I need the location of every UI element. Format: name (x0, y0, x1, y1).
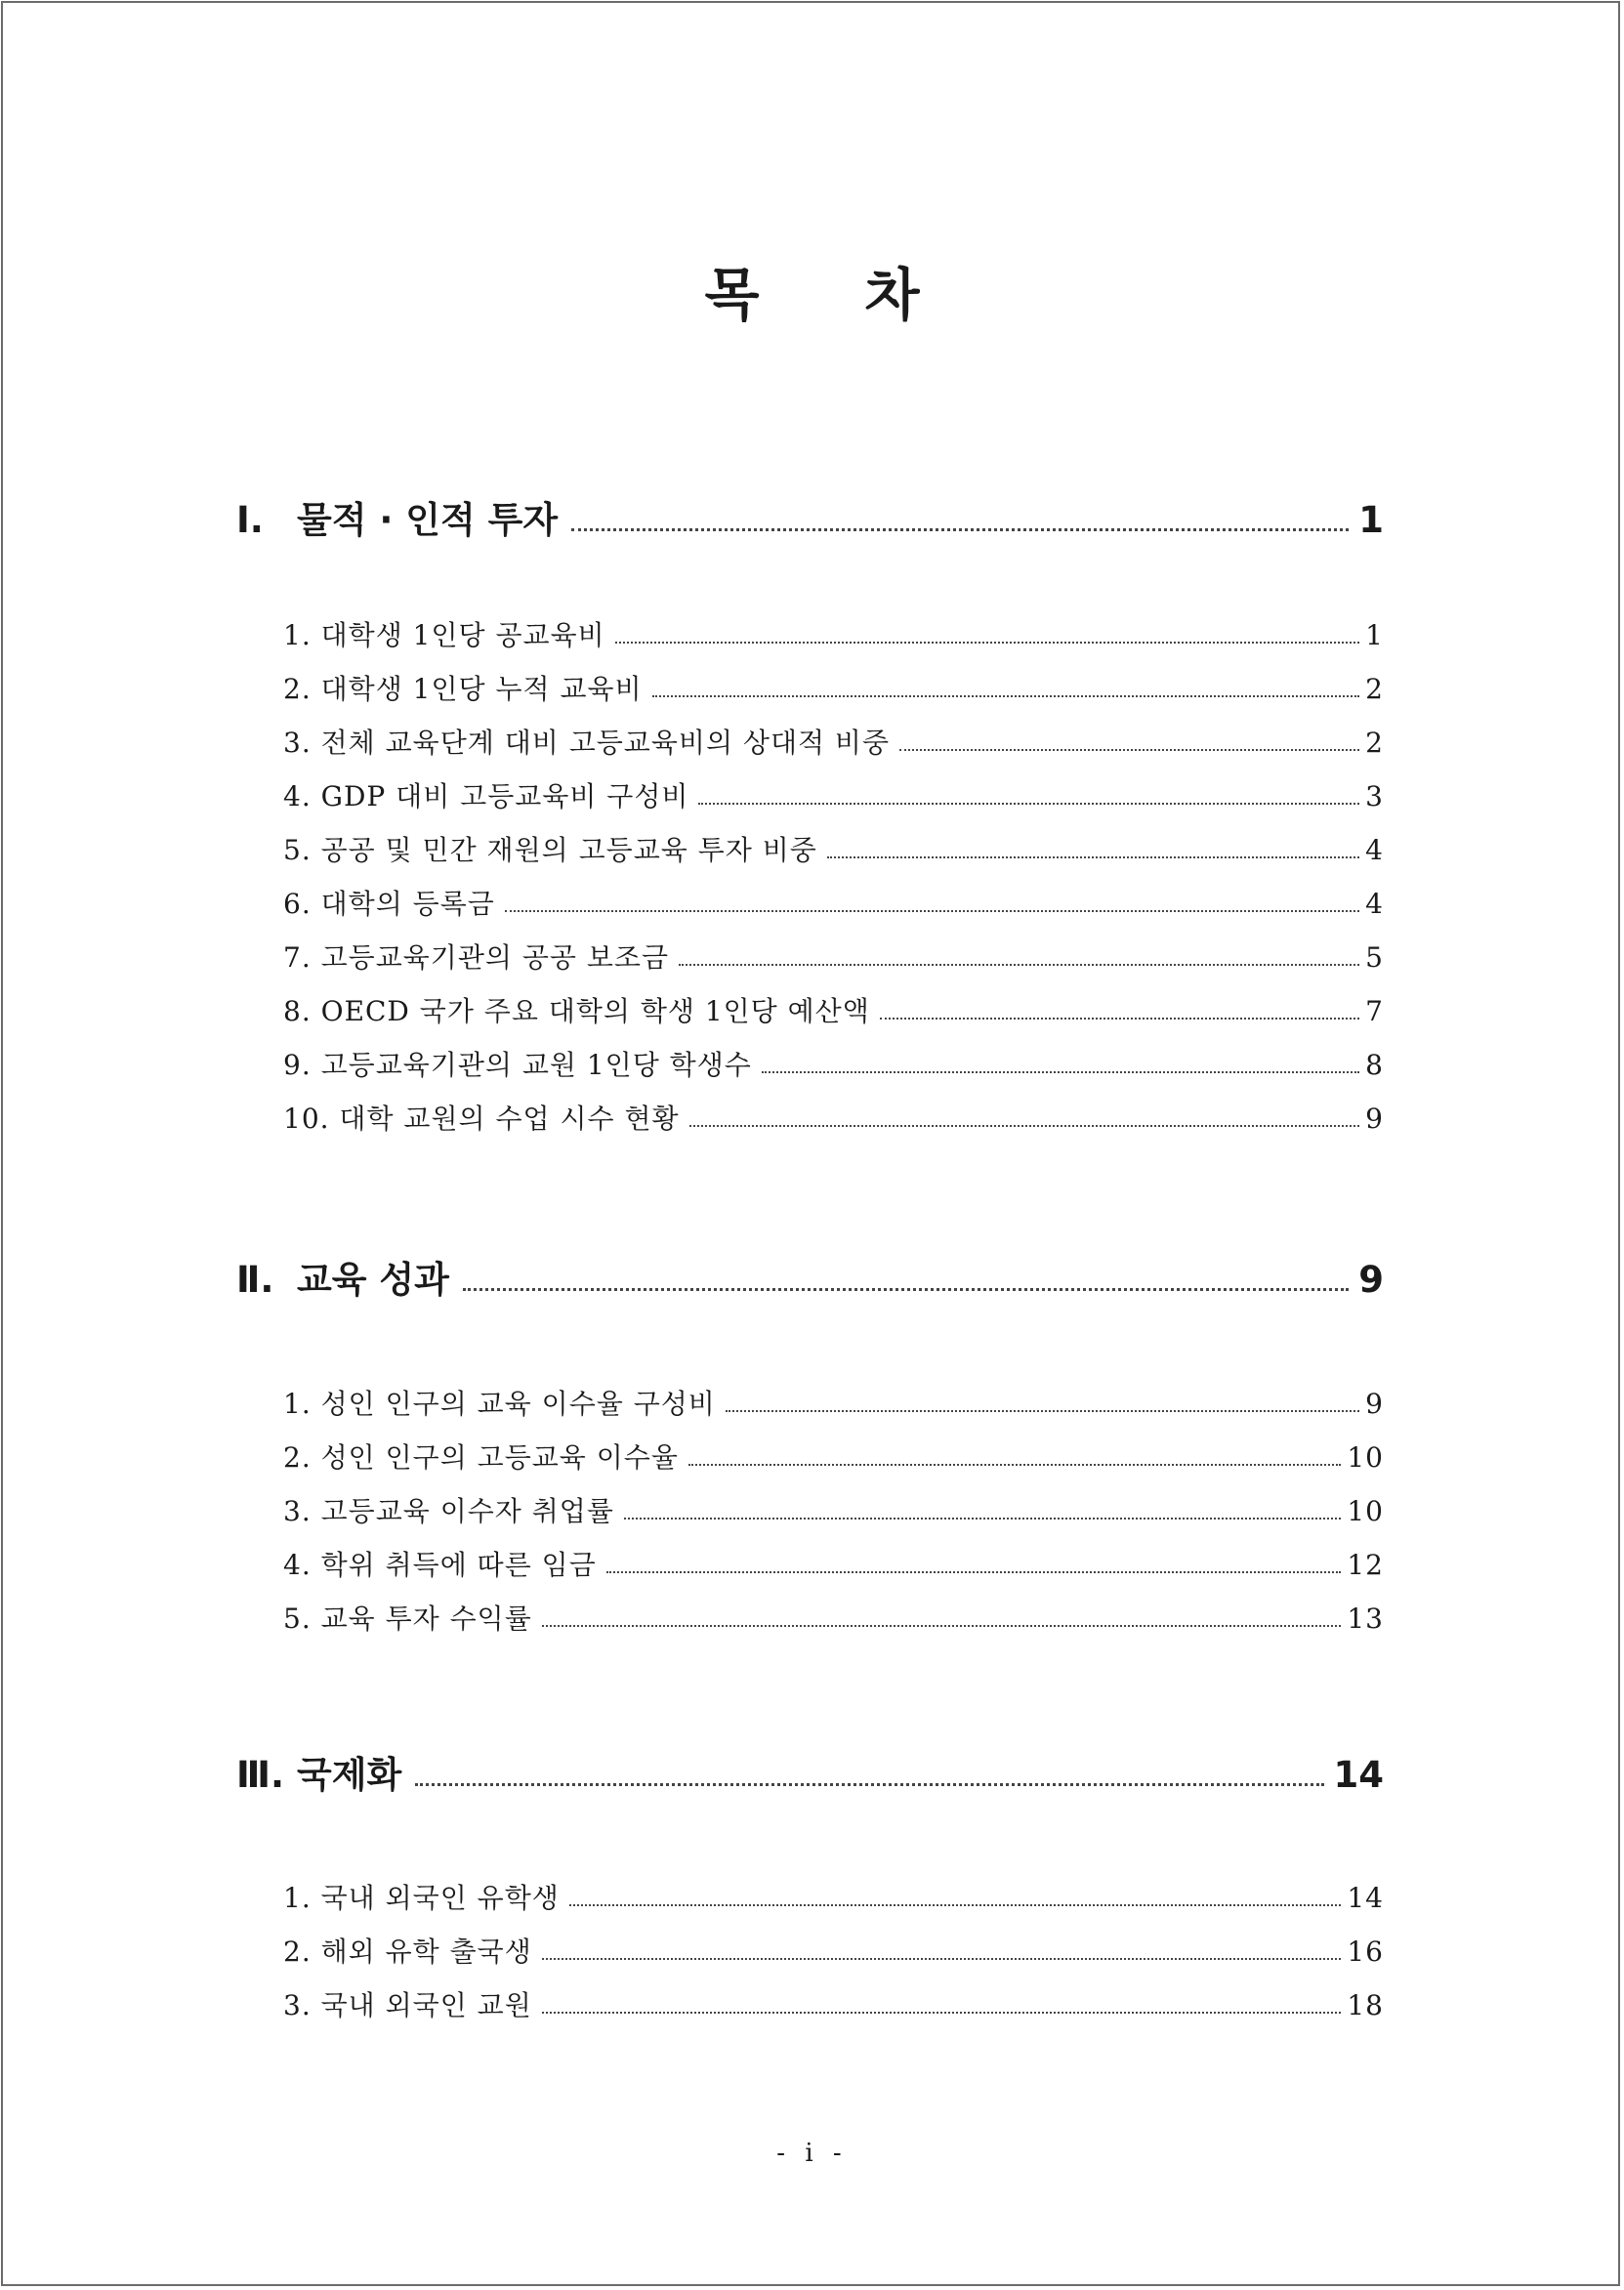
section-title: 물적 · 인적 투자 (297, 499, 559, 541)
dot-leader (726, 1410, 1359, 1412)
toc-item-label: 3. 전체 교육단계 대비 고등교육비의 상대적 비중 (283, 727, 891, 759)
toc-item-label: 4. 학위 취득에 따른 임금 (283, 1549, 597, 1581)
toc-item-page-number: 9 (1365, 1103, 1384, 1135)
dot-leader (505, 910, 1359, 912)
toc-item-label: 2. 대학생 1인당 누적 교육비 (283, 673, 643, 705)
dot-leader (679, 964, 1359, 966)
toc-item-label: 5. 교육 투자 수익률 (283, 1603, 532, 1635)
toc-item-label: 6. 대학의 등록금 (283, 888, 495, 920)
toc-item-page-number: 1 (1365, 619, 1384, 651)
dot-leader (542, 2012, 1342, 2014)
toc-item-label: 10. 대학 교원의 수업 시수 현황 (283, 1103, 680, 1135)
dot-leader (689, 1125, 1360, 1127)
dot-leader (880, 1018, 1359, 1020)
toc-item-page-number: 10 (1347, 1441, 1384, 1474)
toc-item-label: 1. 대학생 1인당 공교육비 (283, 619, 605, 651)
toc-item-label: 3. 고등교육 이수자 취업률 (283, 1495, 614, 1527)
dot-leader (762, 1071, 1359, 1073)
toc-item-label: 3. 국내 외국인 교원 (283, 1989, 532, 2021)
toc-section-1[interactable] (236, 496, 1384, 545)
section-numeral: Ⅰ. (236, 499, 264, 541)
toc-section-2[interactable] (236, 1256, 1384, 1305)
toc-item-page-number: 4 (1365, 834, 1384, 866)
toc-item-page-number: 18 (1347, 1989, 1384, 2021)
toc-item[interactable] (283, 1100, 1384, 1139)
toc-item[interactable] (283, 1879, 1384, 1918)
toc-item-label: 9. 고등교육기관의 교원 1인당 학생수 (283, 1049, 752, 1081)
dot-leader (415, 1783, 1323, 1786)
dot-leader (542, 1958, 1342, 1960)
dot-leader (827, 856, 1359, 858)
section-title: 국제화 (297, 1754, 402, 1796)
page-footer-number: - i - (776, 2139, 848, 2168)
toc-item[interactable] (283, 1438, 1384, 1478)
toc-item-label: 2. 해외 유학 출국생 (283, 1936, 532, 1968)
toc-item-page-number: 8 (1365, 1049, 1384, 1081)
toc-item-page-number: 9 (1365, 1388, 1384, 1420)
toc-item-page-number: 13 (1347, 1603, 1384, 1635)
toc-item-page-number: 3 (1365, 780, 1384, 812)
section-title: 교육 성과 (297, 1259, 449, 1301)
toc-item-page-number: 16 (1347, 1936, 1384, 1968)
toc-item-page-number: 12 (1347, 1549, 1384, 1581)
dot-leader (899, 749, 1359, 751)
toc-item[interactable] (283, 831, 1384, 870)
toc-item-label: 2. 성인 인구의 고등교육 이수율 (283, 1441, 679, 1474)
toc-item-label: 5. 공공 및 민간 재원의 고등교육 투자 비중 (283, 834, 817, 866)
dot-leader (463, 1288, 1349, 1291)
toc-item-page-number: 4 (1365, 888, 1384, 920)
toc-item[interactable] (283, 1933, 1384, 1972)
toc-item-label: 1. 국내 외국인 유학생 (283, 1882, 560, 1914)
toc-item[interactable] (283, 1986, 1384, 2025)
toc-item-label: 8. OECD 국가 주요 대학의 학생 1인당 예산액 (283, 995, 870, 1027)
toc-item[interactable] (283, 616, 1384, 655)
dot-leader (698, 803, 1359, 805)
toc-item[interactable] (283, 670, 1384, 709)
toc-item[interactable] (283, 885, 1384, 924)
toc-item-page-number: 2 (1365, 727, 1384, 759)
toc-item[interactable] (283, 992, 1384, 1031)
dot-leader (615, 642, 1360, 644)
toc-item-page-number: 7 (1365, 995, 1384, 1027)
dot-leader (571, 528, 1349, 531)
toc-item[interactable] (283, 777, 1384, 816)
section-page-number: 14 (1333, 1754, 1384, 1796)
toc-item-label: 7. 고등교육기관의 공공 보조금 (283, 941, 669, 974)
toc-item-label: 1. 성인 인구의 교육 이수율 구성비 (283, 1388, 716, 1420)
dot-leader (652, 695, 1360, 697)
dot-leader (688, 1464, 1341, 1466)
toc-item-page-number: 5 (1365, 941, 1384, 974)
toc-item[interactable] (283, 1046, 1384, 1085)
section-numeral: Ⅱ. (236, 1259, 274, 1301)
toc-item[interactable] (283, 1600, 1384, 1639)
section-page-number: 1 (1358, 499, 1384, 541)
toc-item-page-number: 2 (1365, 673, 1384, 705)
toc-item-label: 4. GDP 대비 고등교육비 구성비 (283, 780, 689, 812)
toc-item-page-number: 14 (1347, 1882, 1384, 1914)
toc-item[interactable] (283, 724, 1384, 763)
page-title (0, 256, 1624, 334)
toc-item[interactable] (283, 938, 1384, 978)
dot-leader (569, 1904, 1342, 1906)
toc-item-page-number: 10 (1347, 1495, 1384, 1527)
section-page-number: 9 (1358, 1259, 1384, 1301)
dot-leader (606, 1571, 1342, 1573)
toc-item[interactable] (283, 1546, 1384, 1585)
section-numeral: Ⅲ. (236, 1754, 285, 1796)
dot-leader (542, 1625, 1342, 1627)
page-title-second: 차 (864, 262, 920, 328)
toc-item[interactable] (283, 1385, 1384, 1424)
toc-section-3[interactable] (236, 1751, 1384, 1800)
page-title-first: 목 (704, 262, 760, 328)
dot-leader (624, 1518, 1341, 1520)
toc-item[interactable] (283, 1492, 1384, 1531)
